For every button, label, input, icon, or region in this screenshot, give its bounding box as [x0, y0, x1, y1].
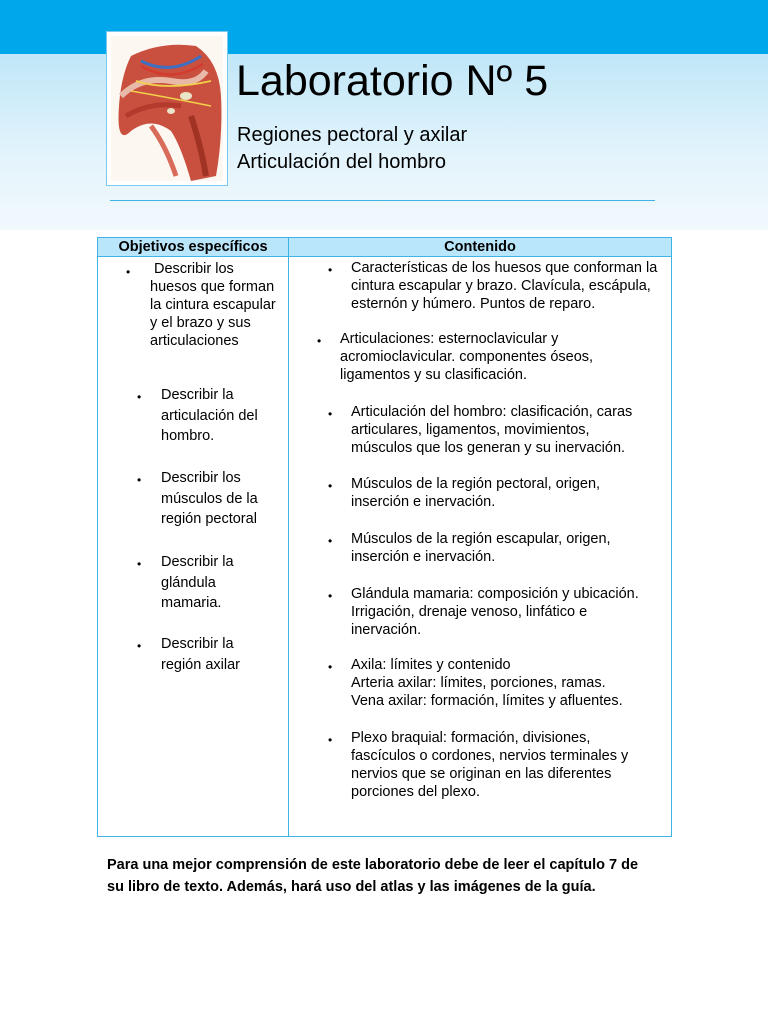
content-table	[97, 237, 672, 837]
bullet-icon: •	[137, 557, 142, 571]
bullet-icon: •	[317, 334, 322, 348]
footer-line: Para una mejor comprensión de este laboratorio debe de leer el capítulo 7 de	[107, 857, 639, 873]
divider	[110, 200, 655, 201]
anatomy-image	[106, 31, 228, 186]
content-line: Glándula mamaria: composición y ubicación.	[351, 586, 639, 602]
objective-line: articulación del	[161, 407, 258, 424]
objective-line: Describir la	[161, 636, 234, 652]
objective-line: huesos que forman	[150, 279, 275, 295]
table-row	[98, 257, 672, 837]
content-line: Músculos de la región escapular, origen,	[351, 531, 611, 547]
content-line: Irrigación, drenaje venoso, linfático e	[351, 604, 588, 620]
content-line: articulares, ligamentos, movimientos,	[351, 422, 590, 438]
content-line: Axila: límites y contenido	[351, 657, 511, 673]
bullet-icon: •	[137, 473, 142, 487]
content-line: cintura escapular y brazo. Clavícula, escápula,	[351, 278, 651, 294]
objective-line: Describir los	[161, 470, 241, 486]
table-header-row	[98, 238, 672, 257]
content-line: inserción e inervación.	[351, 494, 496, 510]
objective-line: mamaria.	[161, 595, 222, 611]
content-line: inserción e inervación.	[351, 549, 496, 565]
bullet-icon: •	[328, 407, 333, 421]
shoulder-anatomy-icon	[111, 36, 223, 181]
column-header-content: Contenido	[289, 238, 672, 257]
content-line: inervación.	[351, 622, 422, 638]
page-title: Laboratorio Nº 5	[236, 57, 549, 105]
subtitle-line: Articulación del hombro	[237, 151, 446, 173]
content-line: fascículos o cordones, nervios terminales y	[351, 748, 629, 764]
content-line: acromioclavicular. componentes óseos,	[340, 349, 594, 365]
objective-line: y el brazo y sus	[150, 315, 251, 331]
objective-line: glándula	[161, 574, 216, 591]
objective-line: articulaciones	[150, 333, 239, 349]
content-line: músculos que los generan y su inervación.	[351, 440, 626, 456]
column-header-objectives: Objetivos específicos	[98, 238, 289, 257]
content-line: ligamentos y su clasificación.	[340, 367, 527, 383]
bullet-icon: •	[137, 390, 142, 404]
objective-line: músculos de la	[161, 490, 258, 507]
objective-line: hombro.	[161, 428, 215, 444]
objective-line: Describir la	[161, 387, 234, 403]
bullet-icon: •	[328, 479, 333, 493]
content-line: porciones del plexo.	[351, 784, 480, 800]
content-line: Arteria axilar: límites, porciones, ramas.	[351, 675, 606, 691]
bullet-icon: •	[328, 660, 333, 674]
bullet-icon: •	[126, 265, 131, 279]
subtitle-line: Regiones pectoral y axilar	[237, 124, 468, 146]
footer-line: su libro de texto. Además, hará uso del atlas y las imágenes de la guía.	[107, 879, 596, 895]
content-line: Músculos de la región pectoral, origen,	[351, 476, 601, 492]
objective-line: Describir la	[161, 554, 234, 570]
objectives-cell	[98, 257, 289, 837]
objective-line: la cintura escapular	[150, 297, 276, 313]
content-line: esternón y húmero. Puntos de reparo.	[351, 296, 596, 312]
content-line: Características de los huesos que conforman la	[351, 260, 658, 276]
content-line: Articulaciones: esternoclavicular y	[340, 331, 559, 347]
footer-note	[107, 854, 677, 898]
content-line: Vena axilar: formación, límites y afluentes.	[351, 693, 623, 709]
objective-line: Describir los	[154, 261, 234, 277]
bullet-icon: •	[328, 733, 333, 747]
contents-cell	[289, 257, 672, 837]
content-line: Plexo braquial: formación, divisiones,	[351, 730, 591, 746]
bullet-icon: •	[328, 589, 333, 603]
content-line: nervios que se originan en las diferentes	[351, 766, 612, 782]
content-line: Articulación del hombro: clasificación, caras	[351, 404, 633, 420]
bullet-icon: •	[328, 263, 333, 277]
objective-line: región axilar	[161, 656, 240, 673]
bullet-icon: •	[137, 639, 142, 653]
objective-line: región pectoral	[161, 511, 257, 527]
bullet-icon: •	[328, 534, 333, 548]
